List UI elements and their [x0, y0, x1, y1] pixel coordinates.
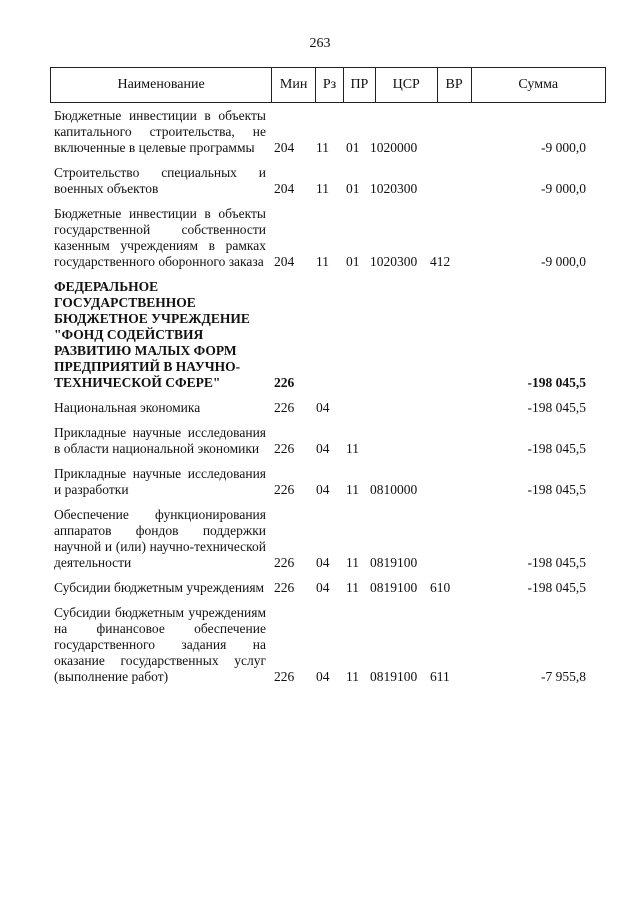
table-row — [50, 165, 606, 197]
row-pr: 01 — [346, 254, 360, 269]
header-name: Наименование — [51, 68, 272, 102]
row-min: 226 — [274, 482, 295, 497]
row-csr: 0819100 — [370, 669, 418, 684]
row-csr: 1020300 — [370, 181, 418, 196]
row-name: Национальная экономика — [54, 400, 201, 415]
row-name: Строительство специальных и военных объектов — [54, 165, 266, 196]
row-min: 204 — [274, 140, 295, 155]
header-vr: ВР — [438, 68, 472, 102]
row-min: 226 — [274, 555, 295, 570]
row-name: ФЕДЕРАЛЬНОЕ ГОСУДАРСТВЕННОЕ БЮДЖЕТНОЕ УЧРЕЖДЕНИЕ "ФОНД СОДЕЙСТВИЯ РАЗВИТИЮ МАЛЫХ ФОРМ ПРЕДПРИЯТИЙ В НАУЧНО-ТЕХНИЧЕСКОЙ СФЕРЕ" — [54, 279, 250, 390]
row-rz: 04 — [316, 669, 330, 684]
row-min: 226 — [274, 669, 295, 684]
table-row — [50, 605, 606, 685]
row-rz: 04 — [316, 555, 330, 570]
table-row — [50, 400, 606, 416]
row-min: 204 — [274, 181, 295, 196]
row-csr: 0819100 — [370, 580, 418, 595]
table-row — [50, 580, 606, 596]
row-name: Обеспечение функционирования аппаратов фондов поддержки научной и (или) научно-технической деятельности — [54, 507, 266, 570]
row-min: 204 — [274, 254, 295, 269]
row-rz: 04 — [316, 580, 330, 595]
page-number: 263 — [309, 36, 331, 51]
row-rz: 04 — [316, 482, 330, 497]
row-pr: 11 — [346, 441, 359, 456]
row-vr: 412 — [430, 254, 451, 269]
row-sum: -198 045,5 — [527, 555, 586, 570]
table-row — [50, 206, 606, 270]
table-header — [50, 67, 606, 103]
row-sum: -9 000,0 — [541, 254, 586, 269]
row-name: Бюджетные инвестиции в объекты государственной собственности казенным учреждениям в рамках государственного оборонного заказа — [54, 206, 266, 269]
row-csr: 0810000 — [370, 482, 418, 497]
row-name: Бюджетные инвестиции в объекты капитального строительства, не включенные в целевые программы — [54, 108, 266, 155]
row-min: 226 — [274, 580, 295, 595]
row-sum: -7 955,8 — [541, 669, 586, 684]
table-row-organization — [50, 279, 606, 391]
row-pr: 11 — [346, 669, 359, 684]
row-pr: 01 — [346, 181, 360, 196]
row-rz: 11 — [316, 254, 329, 269]
row-min: 226 — [274, 441, 295, 456]
header-sum: Сумма — [518, 77, 559, 92]
table-row — [50, 466, 606, 498]
row-rz: 11 — [316, 181, 329, 196]
row-csr: 0819100 — [370, 555, 418, 570]
row-pr: 11 — [346, 580, 359, 595]
table-row — [50, 108, 606, 156]
header-rz: Рз — [316, 68, 344, 102]
table-body — [50, 108, 606, 694]
row-rz: 04 — [316, 400, 330, 415]
header-min: Мин — [272, 68, 316, 102]
header-pr: ПР — [344, 68, 376, 102]
row-sum: -198 045,5 — [527, 482, 586, 497]
row-min: 226 — [274, 375, 295, 390]
row-min: 226 — [274, 400, 295, 415]
table-row — [50, 507, 606, 571]
row-pr: 11 — [346, 482, 359, 497]
row-pr: 11 — [346, 555, 359, 570]
row-sum: -198 045,5 — [527, 580, 586, 595]
row-rz: 04 — [316, 441, 330, 456]
row-vr: 611 — [430, 669, 450, 684]
row-name: Субсидии бюджетным учреждениям на финансовое обеспечение государственного задания на оказание государственных услуг (выполнение работ) — [54, 605, 266, 684]
row-pr: 01 — [346, 140, 360, 155]
row-name: Прикладные научные исследования в области национальной экономики — [54, 425, 266, 456]
table-row — [50, 425, 606, 457]
row-sum: -198 045,5 — [527, 400, 586, 415]
row-sum: -9 000,0 — [541, 181, 586, 196]
header-csr: ЦСР — [376, 68, 438, 102]
row-sum: -198 045,5 — [527, 441, 586, 456]
row-csr: 1020300 — [370, 254, 418, 269]
row-sum: -9 000,0 — [541, 140, 586, 155]
row-name: Прикладные научные исследования и разработки — [54, 466, 266, 497]
row-sum: -198 045,5 — [527, 375, 586, 390]
row-csr: 1020000 — [370, 140, 418, 155]
row-vr: 610 — [430, 580, 451, 595]
row-rz: 11 — [316, 140, 329, 155]
row-name: Субсидии бюджетным учреждениям — [54, 580, 265, 595]
